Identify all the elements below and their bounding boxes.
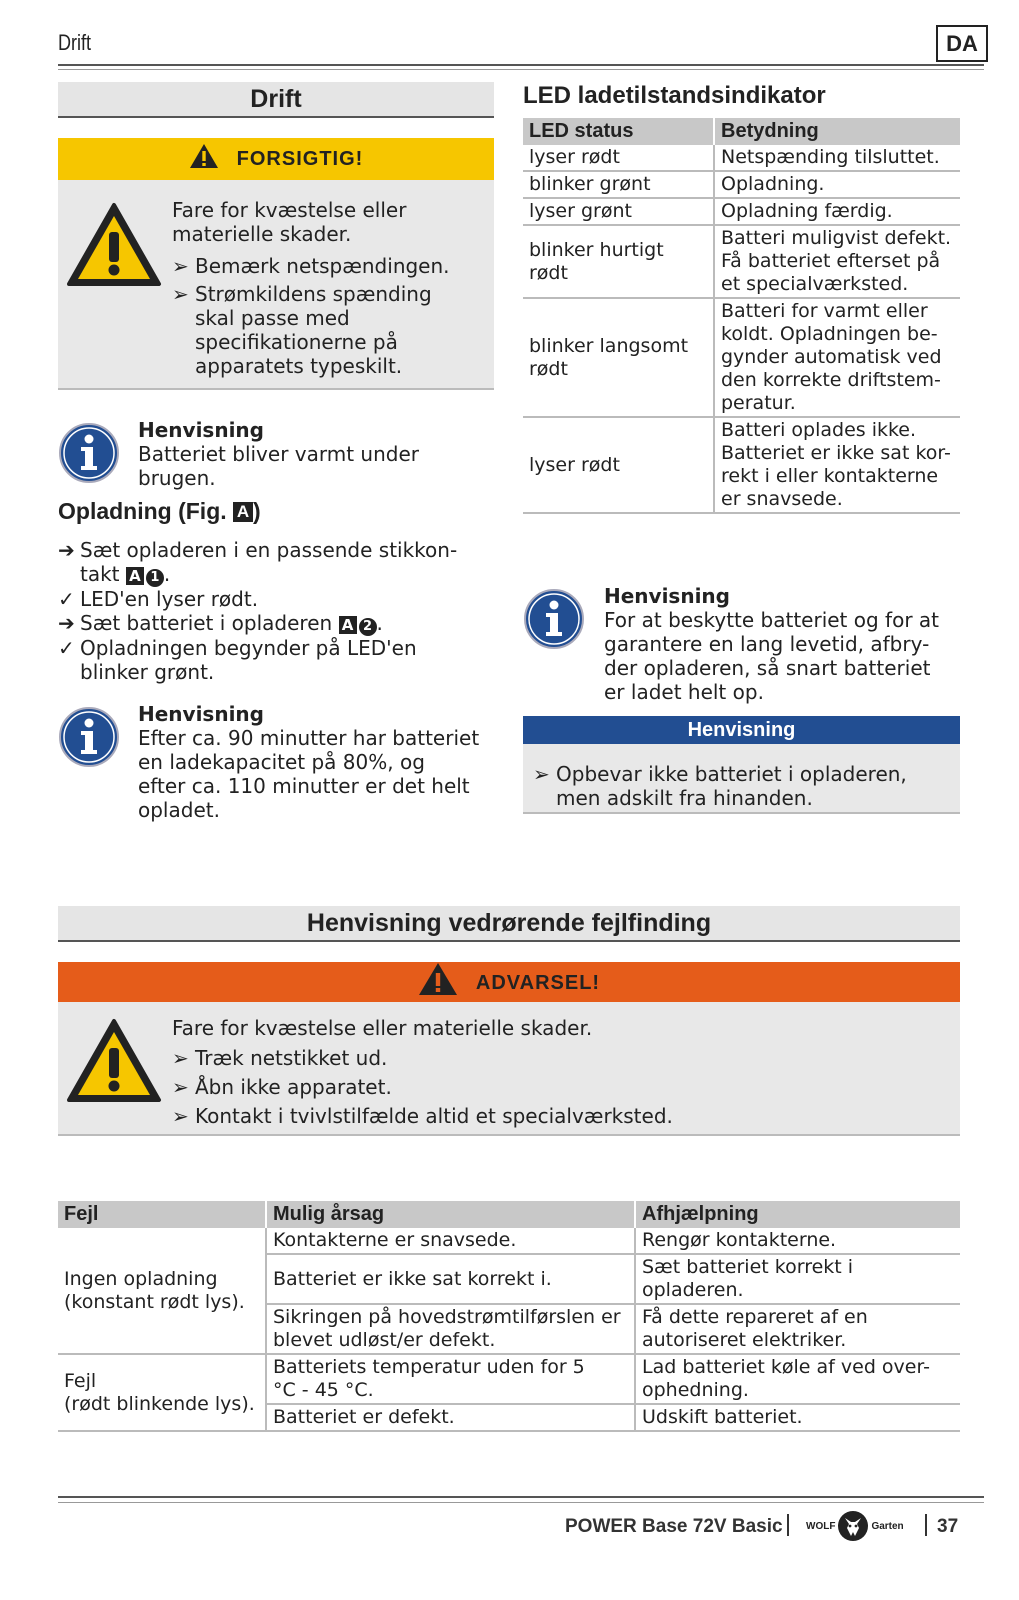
step-number-badge: 1 — [146, 569, 164, 587]
arrow-bullet-icon: ➢ — [172, 1046, 189, 1070]
col-fix: Afhjælpning — [635, 1201, 960, 1228]
info-icon — [58, 706, 120, 768]
warning-bullet: Kontakt i tvivlstilfælde altid et specialværksted. — [195, 1104, 673, 1128]
step-line: LED'en lyser rødt. — [80, 587, 259, 611]
troubleshooting-table — [58, 1201, 960, 1432]
table-row — [523, 298, 960, 417]
note-bar: Henvisning — [523, 716, 960, 744]
led-meaning: Opladning færdig. — [721, 200, 893, 222]
led-meaning: gynder automatisk ved — [721, 346, 942, 368]
led-meaning: Få batteriet efterset på — [721, 250, 941, 272]
led-meaning: Batteri for varmt eller — [721, 300, 928, 322]
led-status: blinker grønt — [529, 173, 651, 195]
caution-bar — [58, 138, 494, 180]
arrow-right-icon: ➔ — [58, 611, 75, 635]
led-meaning: den korrekte driftstem- — [721, 369, 941, 391]
arrow-bullet-icon: ➢ — [533, 762, 550, 786]
led-status: rødt — [529, 357, 568, 380]
caution-label: FORSIGTIG! — [236, 148, 364, 170]
note-title: Henvisning — [138, 418, 264, 442]
warning-label: ADVARSEL! — [475, 972, 601, 994]
cause-text: Sikringen på hovedstrømtilførslen er — [273, 1306, 621, 1328]
note-text-line: Batteriet bliver varmt under — [138, 442, 419, 466]
note-bar-body — [523, 744, 960, 814]
cause-text: °C - 45 °C. — [273, 1379, 374, 1401]
fig-ref-badge: A — [339, 616, 357, 634]
caution-bullet-line: Strømkildens spænding — [195, 282, 432, 306]
footer-rule — [58, 1496, 984, 1498]
footer-divider — [787, 1514, 789, 1536]
warning-body — [58, 1002, 960, 1136]
caution-body — [58, 180, 494, 390]
opladning-heading-text: Opladning (Fig. — [58, 498, 234, 524]
col-fault: Fejl — [58, 1201, 266, 1228]
caution-text-line: Fare for kvæstelse eller — [172, 198, 407, 222]
note-title: Henvisning — [138, 702, 264, 726]
caution-bullet-line: skal passe med — [195, 306, 350, 330]
arrow-bullet-icon: ➢ — [172, 1104, 189, 1128]
led-status: lyser grønt — [529, 200, 632, 222]
step-line: Sæt opladeren i en passende stikkon- — [80, 538, 458, 562]
wolf-garten-logo — [806, 1510, 904, 1542]
led-meaning: koldt. Opladningen be- — [721, 323, 938, 345]
fault-text: Fejl — [64, 1369, 97, 1392]
warning-text: Fare for kvæstelse eller materielle skader. — [172, 1016, 593, 1040]
fix-text: autoriseret elektriker. — [642, 1329, 847, 1351]
footer-rule-thin — [58, 1502, 984, 1503]
note-text-line: men adskilt fra hinanden. — [556, 786, 813, 810]
caution-bullet: Bemærk netspændingen. — [195, 254, 450, 278]
table-row — [58, 1354, 960, 1404]
cause-text: Batteriet er defekt. — [273, 1406, 455, 1428]
led-status: blinker langsomt — [529, 334, 689, 357]
led-status: lyser rødt — [529, 453, 620, 476]
warning-triangle-icon — [189, 143, 219, 169]
fig-ref-badge: A — [233, 502, 253, 522]
note-title: Henvisning — [604, 584, 730, 608]
warning-bullet: Træk netstikket ud. — [195, 1046, 388, 1070]
check-icon: ✓ — [58, 636, 75, 660]
step-number-badge: 2 — [359, 618, 377, 636]
opladning-heading — [58, 498, 261, 525]
warning-bar — [58, 962, 960, 1002]
info-icon — [523, 588, 585, 650]
header-rule — [58, 64, 984, 66]
led-status-table — [523, 118, 960, 514]
note-text-line: For at beskytte batteriet og for at — [604, 608, 939, 632]
note-text-line: efter ca. 110 minutter er det helt — [138, 774, 470, 798]
note-text-line: Efter ca. 90 minutter har batteriet — [138, 726, 480, 750]
led-meaning: Batteri muligvist defekt. — [721, 227, 952, 249]
table-row — [523, 417, 960, 513]
drift-heading: Drift — [58, 82, 494, 118]
info-icon — [58, 422, 120, 484]
note-text-line: brugen. — [138, 466, 216, 490]
led-col-meaning: Betydning — [714, 118, 960, 145]
caution-bullet-line: specifikationerne på — [195, 330, 398, 354]
arrow-bullet-icon: ➢ — [172, 1075, 189, 1099]
led-meaning: er snavsede. — [721, 488, 843, 510]
warning-triangle-icon — [66, 1018, 162, 1104]
opladning-steps — [58, 538, 494, 684]
led-meaning: rekt i eller kontakterne — [721, 465, 939, 487]
led-meaning: et specialværksted. — [721, 273, 909, 295]
cause-text: blevet udløst/er defekt. — [273, 1329, 496, 1351]
step-line: Sæt batteriet i opladeren — [80, 611, 339, 635]
note-text-line: en ladekapacitet på 80%, og — [138, 750, 425, 774]
fix-text: ophedning. — [642, 1379, 749, 1401]
led-meaning: Batteriet er ikke sat kor- — [721, 442, 951, 464]
led-meaning: peratur. — [721, 392, 796, 414]
table-row — [58, 1228, 960, 1254]
fix-text: Sæt batteriet korrekt i opladeren. — [642, 1256, 854, 1301]
page-section-title: Drift — [58, 30, 92, 55]
fault-text: (konstant rødt lys). — [64, 1290, 245, 1313]
table-row — [523, 225, 960, 298]
led-col-status: LED status — [523, 118, 714, 145]
note-text-line: opladet. — [138, 798, 220, 822]
opladning-heading-end: ) — [253, 498, 261, 524]
arrow-right-icon: ➔ — [58, 538, 75, 562]
note-text-line: garantere en lang levetid, afbry- — [604, 632, 930, 656]
check-icon: ✓ — [58, 587, 75, 611]
warning-triangle-icon — [418, 962, 458, 996]
note-text-line: er ladet helt op. — [604, 680, 764, 704]
note-text-line: der opladeren, så snart batteriet — [604, 656, 931, 680]
warning-triangle-icon — [66, 202, 162, 288]
fault-text: Ingen opladning — [64, 1267, 218, 1290]
led-meaning: Opladning. — [721, 173, 825, 195]
fix-text: Få dette repareret af en — [642, 1306, 868, 1328]
led-status: lyser rødt — [529, 146, 620, 168]
arrow-bullet-icon: ➢ — [172, 254, 189, 278]
step-line: takt — [80, 562, 126, 586]
fejlfinding-heading: Henvisning vedrørende fejlfinding — [58, 906, 960, 942]
warning-bullet: Åbn ikke apparatet. — [195, 1075, 392, 1099]
fix-text: Rengør kontakterne. — [642, 1229, 837, 1251]
caution-text-line: materielle skader. — [172, 222, 352, 246]
led-status: blinker hurtigt rødt — [529, 238, 664, 284]
table-row — [523, 171, 960, 198]
table-row — [523, 198, 960, 225]
cause-text: Batteriet er ikke sat korrekt i. — [273, 1267, 552, 1290]
page-number: 37 — [937, 1516, 959, 1537]
arrow-bullet-icon: ➢ — [172, 282, 189, 306]
header-rule-thin — [58, 69, 984, 70]
fix-text: Lad batteriet køle af ved over- — [642, 1356, 930, 1378]
note-text-line: Opbevar ikke batteriet i opladeren, — [556, 762, 907, 786]
fault-text: (rødt blinkende lys). — [64, 1392, 255, 1415]
step-line: Opladningen begynder på LED'en — [80, 636, 417, 660]
brand-left: WOLF — [806, 1520, 836, 1532]
caution-bullet-line: apparatets typeskilt. — [195, 354, 403, 378]
brand-right: Garten — [871, 1520, 904, 1532]
fix-text: Udskift batteriet. — [642, 1406, 803, 1428]
footer-product: POWER Base 72V Basic — [565, 1516, 783, 1537]
led-meaning: Netspænding tilsluttet. — [721, 146, 940, 168]
language-badge: DA — [936, 25, 988, 62]
col-cause: Mulig årsag — [266, 1201, 635, 1228]
cause-text: Kontakterne er snavsede. — [273, 1229, 517, 1251]
footer-divider — [925, 1514, 927, 1536]
step-end: . — [376, 611, 383, 635]
step-end: . — [163, 562, 171, 586]
led-heading: LED ladetilstandsindikator — [523, 82, 826, 109]
step-line: blinker grønt. — [80, 660, 215, 684]
table-row — [523, 145, 960, 171]
cause-text: Batteriets temperatur uden for 5 — [273, 1356, 585, 1378]
led-meaning: Batteri oplades ikke. — [721, 419, 917, 441]
wolf-head-icon — [837, 1510, 869, 1542]
fig-ref-badge: A — [126, 567, 144, 585]
